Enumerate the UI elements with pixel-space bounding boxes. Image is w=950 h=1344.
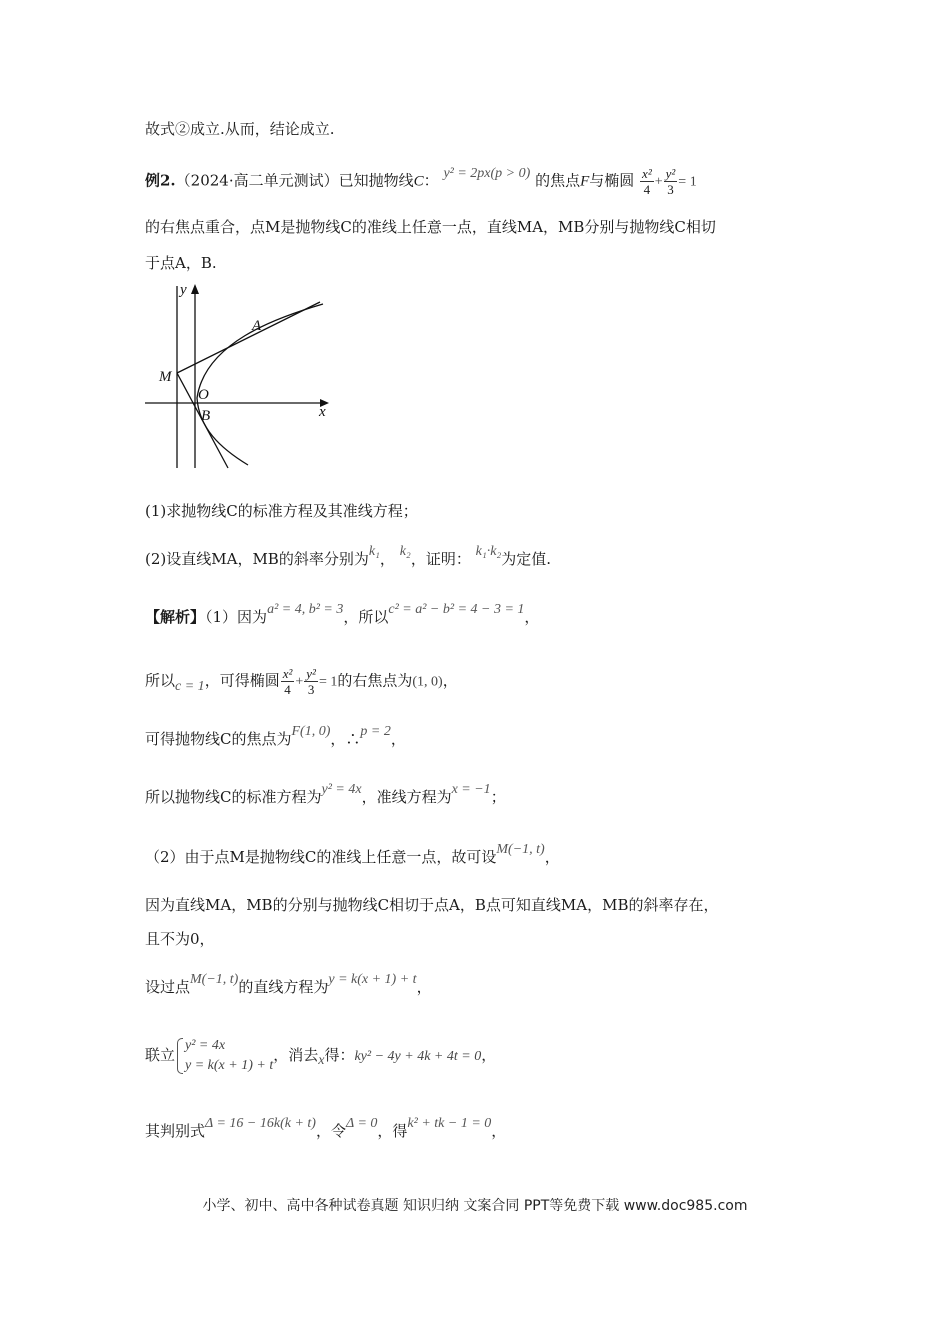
label-B: B xyxy=(201,408,211,424)
text-line-4: 于点A，B. xyxy=(145,254,217,272)
example-label: 例2. xyxy=(145,171,176,190)
solution-line-6: 因为直线MA，MB的分别与抛物线C相切于点A，B点可知直线MA，MB的斜率存在， xyxy=(145,896,719,914)
example-header: 例2.（2024·高二单元测试）已知抛物线C： y² = 2px(p > 0) 的焦点F与椭圆 $\frac{\text{x²}}{4}$ + $\frac{\text{y²}}{3}$ = 1 xyxy=(145,165,697,197)
tangent-MA xyxy=(177,302,320,373)
solution-line-7: 且不为0， xyxy=(145,930,215,948)
label-O: O xyxy=(198,387,209,403)
parabola-figure xyxy=(145,278,340,473)
question-1: (1)求抛物线C的标准方程及其准线方程； xyxy=(145,502,418,520)
parabola-equation: y² = 2px(p > 0) xyxy=(443,165,531,181)
label-x: x xyxy=(319,404,326,420)
ellipse-frac-x: $\frac{\text{x²}}{4}$ xyxy=(642,166,652,197)
label-M: M xyxy=(159,369,172,385)
y-axis-arrow xyxy=(191,284,199,294)
ellipse-frac-y: $\frac{\text{y²}}{3}$ xyxy=(665,166,676,197)
equation-system: y² = 4x y = k(x + 1) + t xyxy=(177,1036,273,1076)
solution-line-5: （2）由于点M是抛物线C的准线上任意一点，故可设M(−1, t)， xyxy=(145,842,560,866)
solution-line-9: 联立 y² = 4x y = k(x + 1) + t ，消去x得：ky² − 4y + 4k + 4t = 0， xyxy=(145,1036,496,1076)
question-2: (2)设直线MA，MB的斜率分别为k₁， k₂，证明： k₁·k₂为定值. xyxy=(145,544,552,568)
solution-line-10: 其判别式Δ = 16 − 16k(k + t)，令Δ = 0，得k² + tk − 1 = 0， xyxy=(145,1116,507,1140)
solution-line-8: 设过点M(−1, t)的直线方程为y = k(x + 1) + t， xyxy=(145,972,432,996)
solution-label: 【解析】 xyxy=(145,608,206,626)
solution-line-4: 所以抛物线C的标准方程为y² = 4x，准线方程为x = −1； xyxy=(145,782,506,806)
solution-line-3: 可得抛物线C的焦点为F(1, 0)，∴p = 2， xyxy=(145,724,406,748)
label-A: A xyxy=(252,318,262,334)
solution-line-1: 【解析】（1）因为a² = 4, b² = 3，所以c² = a² − b² = 4 − 3 = 1， xyxy=(145,602,540,626)
solution-line-2: 所以c = 1，可得椭圆 $\frac{\text{x²}}{4}$ + $\frac{\text{y²}}{3}$ = 1的右焦点为(1, 0)， xyxy=(145,666,458,697)
label-y: y xyxy=(180,282,187,298)
footer-text: 小学、初中、高中各种试卷真题 知识归纳 文案合同 PPT等免费下载 www.doc985.com xyxy=(202,1198,748,1214)
text-line-1: 故式②成立.从而，结论成立. xyxy=(145,120,335,138)
text-line-3: 的右焦点重合，点M是抛物线C的准线上任意一点，直线MA，MB分别与抛物线C相切 xyxy=(145,218,716,236)
